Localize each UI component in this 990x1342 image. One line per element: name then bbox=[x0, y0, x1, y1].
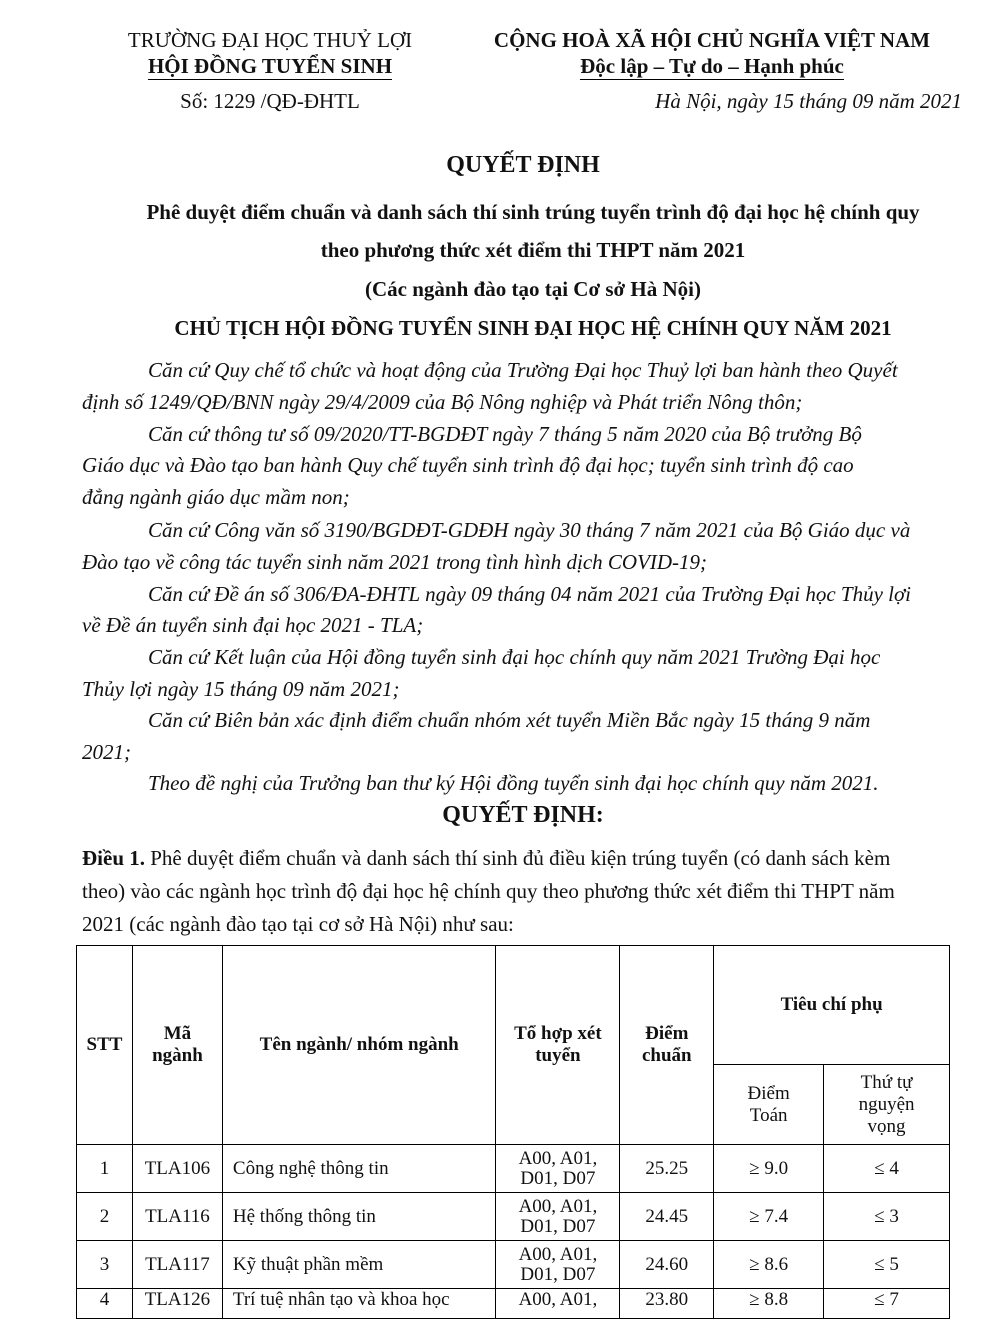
issue-date: Hà Nội, ngày 15 tháng 09 năm 2021 bbox=[655, 89, 962, 113]
cell-combo-line-1: A00, A01, bbox=[518, 1147, 598, 1169]
cell-order: ≤ 3 bbox=[824, 1193, 950, 1241]
cell-name: Công nghệ thông tin bbox=[222, 1145, 496, 1193]
cell-combo: A00, A01, bbox=[496, 1289, 620, 1319]
cell-name: Kỹ thuật phần mềm bbox=[222, 1241, 496, 1289]
cell-combo bbox=[496, 1241, 620, 1289]
cell-combo-line-2: D01, D07 bbox=[520, 1263, 596, 1285]
cell-combo bbox=[496, 1193, 620, 1241]
header-math-line-2: Toán bbox=[749, 1104, 788, 1126]
cell-code: TLA117 bbox=[132, 1241, 222, 1289]
preamble-line: Căn cứ Công văn số 3190/BGDĐT-GDĐH ngày 30 tháng 7 năm 2021 của Bộ Giáo dục và bbox=[148, 518, 911, 542]
header-code-line-1: Mã bbox=[163, 1023, 192, 1044]
authority-line: CHỦ TỊCH HỘI ĐỒNG TUYỂN SINH ĐẠI HỌC HỆ CHÍNH QUY NĂM 2021 bbox=[174, 316, 892, 340]
preamble-line: Đào tạo về công tác tuyển sinh năm 2021 trong tình hình dịch COVID-19; bbox=[82, 550, 708, 574]
cell-stt: 1 bbox=[77, 1145, 133, 1193]
national-motto bbox=[462, 54, 962, 80]
document-title: QUYẾT ĐỊNH bbox=[446, 152, 600, 178]
table-row bbox=[77, 1289, 950, 1319]
cell-stt: 2 bbox=[77, 1193, 133, 1241]
article-1-line-1 bbox=[82, 846, 962, 871]
title-line-1: Phê duyệt điểm chuẩn và danh sách thí sinh trúng tuyển trình độ đại học hệ chính quy bbox=[146, 200, 920, 224]
school-name: TRƯỜNG ĐẠI HỌC THUỶ LỢI bbox=[127, 28, 413, 52]
cell-code: TLA116 bbox=[132, 1193, 222, 1241]
header-math bbox=[714, 1065, 824, 1145]
header-name: Tên ngành/ nhóm ngành bbox=[222, 946, 496, 1145]
table-row bbox=[77, 1145, 950, 1193]
preamble-line: Giáo dục và Đào tạo ban hành Quy chế tuyển sinh trình độ đại học; tuyển sinh trình độ cao bbox=[82, 453, 854, 477]
cell-score: 23.80 bbox=[620, 1289, 714, 1319]
preamble-line: Thủy lợi ngày 15 tháng 09 năm 2021; bbox=[82, 677, 400, 701]
council-name-text: HỘI ĐỒNG TUYỂN SINH bbox=[147, 54, 393, 78]
document-number: Số: 1229 /QĐ-ĐHTL bbox=[180, 89, 360, 113]
national-motto-text: Độc lập – Tự do – Hạnh phúc bbox=[580, 54, 844, 78]
country-name: CỘNG HOÀ XÃ HỘI CHỦ NGHĨA VIỆT NAM bbox=[493, 28, 931, 52]
header-score bbox=[620, 946, 714, 1145]
title-line-2: theo phương thức xét điểm thi THPT năm 2021 bbox=[320, 238, 746, 262]
preamble-line: Căn cứ Kết luận của Hội đồng tuyển sinh đại học chính quy năm 2021 Trường Đại học bbox=[148, 645, 881, 669]
cell-name: Hệ thống thông tin bbox=[222, 1193, 496, 1241]
decision-heading: QUYẾT ĐỊNH: bbox=[442, 802, 604, 828]
cell-order: ≤ 7 bbox=[824, 1289, 950, 1319]
article-1-line-2: theo) vào các ngành học trình độ đại học hệ chính quy theo phương thức xét điểm thi THPT năm bbox=[82, 879, 895, 903]
cell-combo-line-1: A00, A01, bbox=[518, 1195, 598, 1217]
preamble-line: đẳng ngành giáo dục mầm non; bbox=[82, 485, 350, 509]
cell-score: 24.60 bbox=[620, 1241, 714, 1289]
cell-combo bbox=[496, 1145, 620, 1193]
table-row bbox=[77, 1241, 950, 1289]
cell-score: 25.25 bbox=[620, 1145, 714, 1193]
table-header-row bbox=[77, 946, 950, 1065]
cell-combo-line-2: D01, D07 bbox=[520, 1167, 596, 1189]
title-line-3: (Các ngành đào tạo tại Cơ sở Hà Nội) bbox=[365, 277, 701, 301]
header-code bbox=[132, 946, 222, 1145]
cell-math: ≥ 8.8 bbox=[714, 1289, 824, 1319]
cell-math: ≥ 8.6 bbox=[714, 1241, 824, 1289]
article-1-text: Phê duyệt điểm chuẩn và danh sách thí sinh đủ điều kiện trúng tuyển (có danh sách kèm bbox=[145, 846, 891, 870]
cell-combo-line-1: A00, A01, bbox=[518, 1243, 598, 1265]
header-stt: STT bbox=[77, 946, 133, 1145]
header-score-line-2: chuẩn bbox=[641, 1045, 692, 1066]
header-score-line-1: Điểm bbox=[645, 1023, 689, 1044]
cell-code: TLA106 bbox=[132, 1145, 222, 1193]
cell-stt: 3 bbox=[77, 1241, 133, 1289]
cell-name: Trí tuệ nhân tạo và khoa học bbox=[222, 1289, 496, 1319]
header-math-line-1: Điểm bbox=[747, 1082, 790, 1104]
council-name bbox=[80, 54, 460, 80]
preamble-line: Theo đề nghị của Trưởng ban thư ký Hội đồng tuyển sinh đại học chính quy năm 2021. bbox=[148, 771, 879, 795]
preamble-line: về Đề án tuyển sinh đại học 2021 - TLA; bbox=[82, 613, 424, 637]
cell-order: ≤ 4 bbox=[824, 1145, 950, 1193]
preamble-line: 2021; bbox=[82, 740, 131, 764]
preamble-line: định số 1249/QĐ/BNN ngày 29/4/2009 của Bộ Nông nghiệp và Phát triển Nông thôn; bbox=[82, 390, 803, 414]
cell-combo-line-2: D01, D07 bbox=[520, 1215, 596, 1237]
preamble-line: Căn cứ Quy chế tổ chức và hoạt động của Trường Đại học Thuỷ lợi ban hành theo Quyết bbox=[148, 358, 898, 382]
header-order-line-2: nguyện bbox=[858, 1093, 915, 1115]
cell-code: TLA126 bbox=[132, 1289, 222, 1319]
admission-score-table bbox=[76, 945, 950, 1319]
cell-math: ≥ 7.4 bbox=[714, 1193, 824, 1241]
cell-stt: 4 bbox=[77, 1289, 133, 1319]
cell-math: ≥ 9.0 bbox=[714, 1145, 824, 1193]
header-order-line-1: Thứ tự bbox=[860, 1071, 913, 1093]
preamble-line: Căn cứ Đề án số 306/ĐA-ĐHTL ngày 09 tháng 04 năm 2021 của Trường Đại học Thủy lợi bbox=[148, 582, 912, 606]
cell-order: ≤ 5 bbox=[824, 1241, 950, 1289]
article-1-line-3: 2021 (các ngành đào tạo tại cơ sở Hà Nội) như sau: bbox=[82, 912, 514, 936]
header-order bbox=[824, 1065, 950, 1145]
header-combo-line-1: Tổ hợp xét bbox=[514, 1023, 602, 1044]
header-combo bbox=[496, 946, 620, 1145]
preamble-line: Căn cứ Biên bản xác định điểm chuẩn nhóm xét tuyển Miền Bắc ngày 15 tháng 9 năm bbox=[148, 708, 871, 732]
article-1-label: Điều 1. bbox=[82, 846, 145, 870]
header-combo-line-2: tuyển bbox=[535, 1045, 581, 1066]
header-sub-criteria: Tiêu chí phụ bbox=[714, 946, 950, 1065]
header-order-line-3: vọng bbox=[867, 1115, 906, 1137]
preamble-line: Căn cứ thông tư số 09/2020/TT-BGDĐT ngày 7 tháng 5 năm 2020 của Bộ trưởng Bộ bbox=[148, 422, 862, 446]
header-code-line-2: ngành bbox=[152, 1045, 203, 1066]
table-row bbox=[77, 1193, 950, 1241]
cell-score: 24.45 bbox=[620, 1193, 714, 1241]
